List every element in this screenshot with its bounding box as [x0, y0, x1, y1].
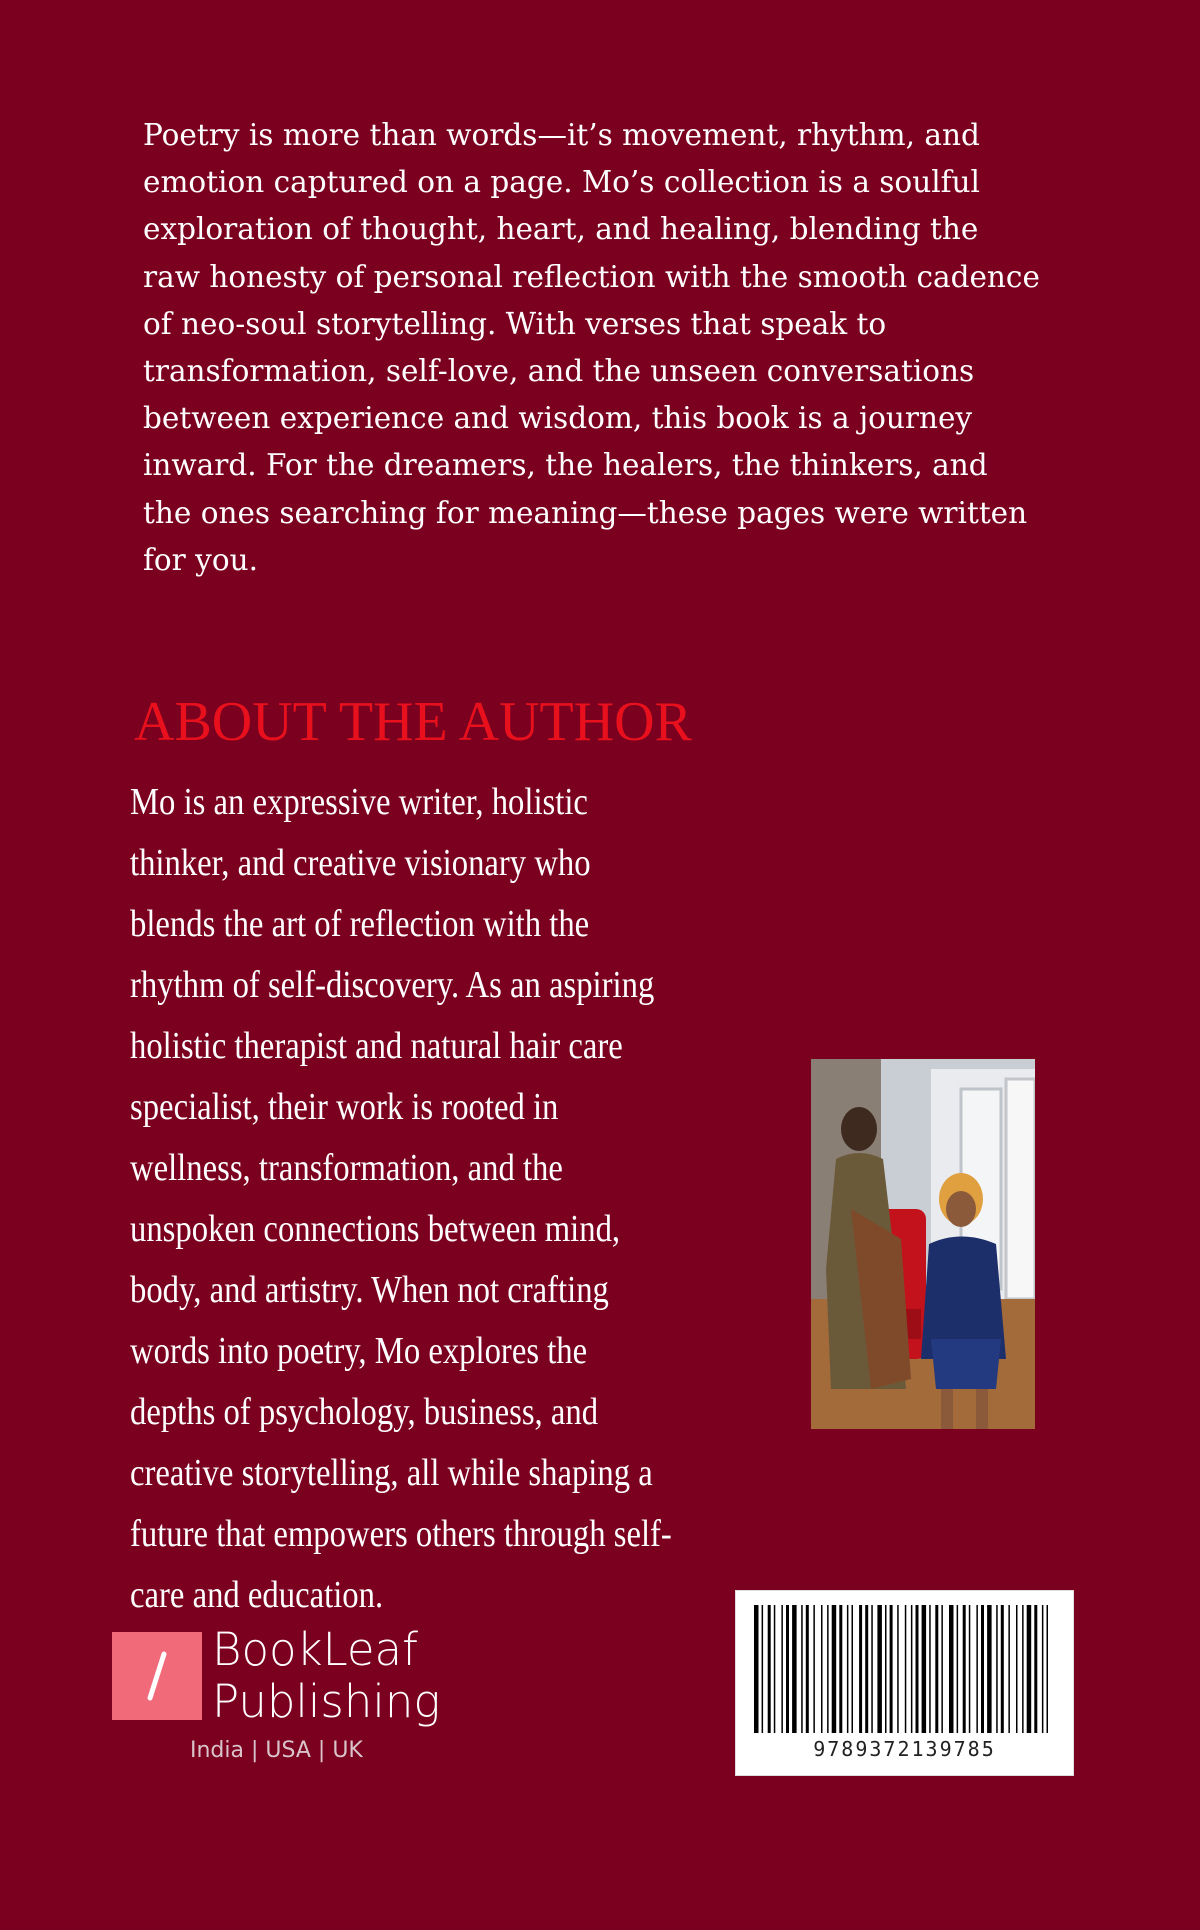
barcode-bar: [754, 1605, 759, 1733]
barcode-bar: [916, 1605, 919, 1733]
barcode-bar: [781, 1605, 783, 1733]
barcode-bar: [792, 1605, 797, 1733]
publisher-regions: India | USA | UK: [190, 1738, 363, 1763]
author-bio: Mo is an expressive writer, holistic thinker, and creative visionary who blends the art of reflection with the rhythm of self-discovery. As an aspiring holistic therapist and natural hair care specialist, their work is rooted in wellness, transformation, and the unspoken connections between mind, body, and artistry. When not crafting words into poetry, Mo explores the depths of psychology, business, and creative storytelling, all while shaping a future that empowers others through self-care and education.: [130, 781, 672, 1616]
barcode-bar: [1047, 1605, 1049, 1733]
publisher-name-line2: Publishing: [212, 1675, 441, 1728]
barcode-bar: [871, 1605, 873, 1733]
barcode-bar: [957, 1605, 959, 1733]
barcode-bar: [963, 1605, 966, 1733]
barcode-bar: [865, 1605, 868, 1733]
author-photo-image: [811, 1059, 1035, 1429]
barcode-bar: [996, 1605, 998, 1733]
barcode-bar: [911, 1605, 913, 1733]
publisher-name: [212, 1624, 440, 1728]
barcode-bar: [1022, 1605, 1024, 1733]
barcode-bar: [890, 1605, 893, 1733]
about-author-heading: ABOUT THE AUTHOR: [134, 691, 692, 753]
barcode-bar: [949, 1605, 954, 1733]
barcode-bar: [981, 1605, 984, 1733]
barcode-bar: [987, 1605, 992, 1733]
barcode-bar: [806, 1605, 809, 1733]
barcode-bar: [922, 1605, 927, 1733]
barcode-bar: [827, 1605, 829, 1733]
barcode-bar: [1008, 1605, 1010, 1733]
barcode-bar: [885, 1605, 887, 1733]
barcode-bar: [935, 1605, 938, 1733]
barcode-bar: [768, 1605, 771, 1733]
barcode-bar: [976, 1605, 978, 1733]
barcode-bar: [905, 1605, 907, 1733]
barcode-bar: [832, 1605, 837, 1733]
barcode-bar: [813, 1605, 815, 1733]
barcode-bar: [847, 1605, 849, 1733]
barcode-bar: [1027, 1605, 1032, 1733]
barcode-bar: [897, 1605, 899, 1733]
isbn-number: 9789372139785: [813, 1737, 996, 1761]
barcode-bar: [929, 1605, 931, 1733]
barcode-bar: [969, 1605, 971, 1733]
barcode-bar: [941, 1605, 943, 1733]
barcode-bar: [786, 1605, 789, 1733]
back-cover-blurb: Poetry is more than words—it’s movement, rhythm, and emotion captured on a page. Mo’s collection is a soulful exploration of thought, heart, and healing, blending the raw honesty of personal reflection with the smooth cadence of neo-soul storytelling. With verses that speak to transformation, self-love, and the unseen conversations between experience and wisdom, this book is a journey inward. For the dreamers, the healers, the thinkers, and the ones searching for meaning—these pages were written for you.: [143, 118, 1040, 577]
author-photo: [811, 1059, 1035, 1429]
publisher-name-line1: BookLeaf: [212, 1623, 418, 1676]
barcode-bar: [859, 1605, 862, 1733]
bookleaf-logo: [112, 1632, 202, 1720]
barcode-bar: [1001, 1605, 1004, 1733]
barcode-bar: [821, 1605, 823, 1733]
barcode-bar: [839, 1605, 842, 1733]
barcode-bar: [1034, 1605, 1037, 1733]
barcode-bar: [852, 1605, 854, 1733]
isbn-barcode: [735, 1590, 1074, 1776]
barcode-bar: [762, 1605, 764, 1733]
barcode-bar: [801, 1605, 803, 1733]
slash-logo-icon: [112, 1632, 202, 1720]
barcode-bars: [750, 1605, 1059, 1735]
barcode-bar: [1016, 1605, 1018, 1733]
barcode-bar: [877, 1605, 882, 1733]
barcode-bar: [774, 1605, 776, 1733]
barcode-bar: [1042, 1605, 1044, 1733]
